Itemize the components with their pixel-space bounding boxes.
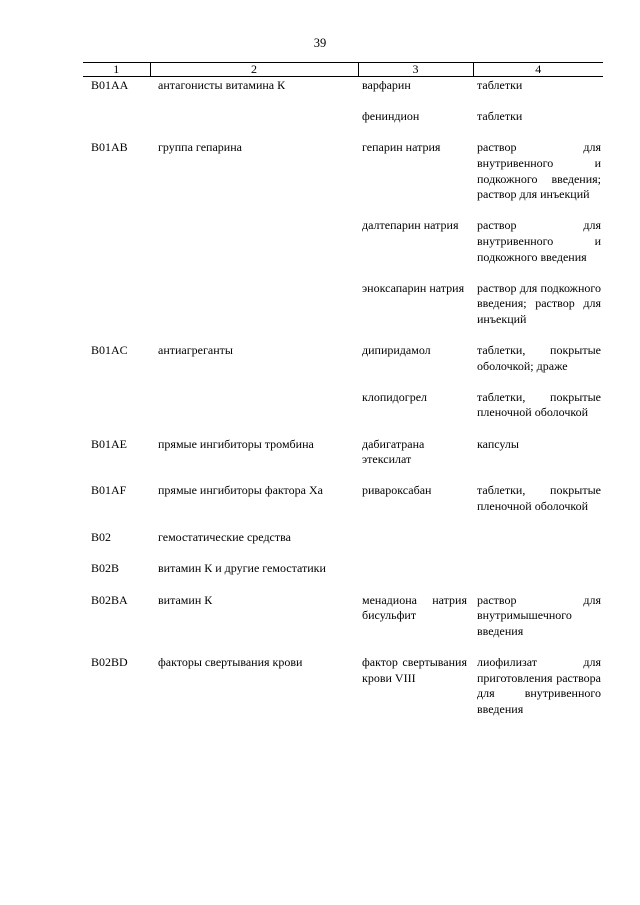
dosage-form bbox=[473, 561, 603, 592]
drug-name: варфарин bbox=[362, 78, 411, 92]
drug-table bbox=[83, 62, 603, 733]
atc-code: B01AE bbox=[91, 436, 127, 451]
dosage-form: раствор для внутривенного и подкожного введения bbox=[477, 218, 601, 264]
group-name bbox=[150, 390, 358, 437]
table-row bbox=[83, 530, 603, 561]
atc-code: B02BD bbox=[91, 654, 128, 669]
dosage-form: капсулы bbox=[477, 436, 519, 451]
group-name bbox=[150, 218, 358, 280]
drug-name: гепарин натрия bbox=[362, 140, 441, 155]
atc-code: B01AF bbox=[91, 483, 127, 498]
group-name: прямые ингибиторы фактора Ха bbox=[158, 483, 323, 498]
atc-code: B02 bbox=[91, 530, 112, 545]
table-row bbox=[83, 281, 603, 343]
table-header-row bbox=[83, 63, 603, 77]
dosage-form: лиофилизат для приготовления раствора для внутривенного введения bbox=[477, 654, 601, 716]
drug-name: ривароксабан bbox=[362, 483, 432, 498]
drug-name: клопидогрел bbox=[362, 389, 428, 404]
group-name bbox=[150, 281, 358, 343]
group-name: группа гепарина bbox=[158, 140, 242, 155]
dosage-form: таблетки bbox=[477, 109, 523, 124]
dosage-form: раствор для подкожного введения; раствор для инъекций bbox=[477, 280, 601, 326]
page-number: 39 bbox=[313, 36, 327, 50]
atc-code bbox=[83, 281, 150, 343]
atc-code bbox=[83, 390, 150, 437]
atc-code: B02BA bbox=[91, 592, 128, 607]
dosage-form: раствор для внутривенного и подкожного введения; раствор для инъекций bbox=[477, 140, 601, 202]
column-header-3: 3 bbox=[358, 63, 473, 77]
column-header-4: 4 bbox=[473, 63, 603, 77]
drug-name: фениндион bbox=[362, 109, 420, 124]
atc-code: B02B bbox=[91, 561, 120, 576]
group-name bbox=[150, 109, 358, 140]
table-row bbox=[83, 77, 603, 110]
dosage-form: раствор для внутримышечного введения bbox=[477, 592, 601, 638]
table-row bbox=[83, 218, 603, 280]
atc-code bbox=[83, 109, 150, 140]
table-row bbox=[83, 561, 603, 592]
table-row bbox=[83, 437, 603, 484]
drug-name: фактор свертывания крови VIII bbox=[362, 654, 467, 685]
dosage-form: таблетки, покрытые пленочной оболочкой bbox=[477, 483, 601, 514]
table-row bbox=[83, 343, 603, 390]
group-name: витамин К bbox=[158, 592, 213, 607]
table-row bbox=[83, 483, 603, 530]
dosage-form: таблетки, покрытые пленочной оболочкой bbox=[477, 389, 601, 420]
group-name: прямые ингибиторы тромбина bbox=[158, 436, 314, 451]
column-header-1: 1 bbox=[83, 63, 150, 77]
table-row bbox=[83, 109, 603, 140]
table-row bbox=[83, 593, 603, 655]
atc-code: B01AC bbox=[91, 343, 128, 358]
table-row bbox=[83, 140, 603, 218]
column-header-2: 2 bbox=[150, 63, 358, 77]
table-row bbox=[83, 655, 603, 733]
drug-name: дабигатрана этексилат bbox=[362, 436, 425, 467]
drug-name: дипиридамол bbox=[362, 343, 431, 358]
drug-name bbox=[358, 561, 473, 592]
group-name: факторы свертывания крови bbox=[158, 654, 303, 669]
group-name: витамин К и другие гемостатики bbox=[158, 561, 326, 576]
atc-code: B01AA bbox=[91, 78, 129, 92]
drug-name: менадиона натрия бисульфит bbox=[362, 592, 467, 623]
atc-code bbox=[83, 218, 150, 280]
dosage-form: таблетки, покрытые оболочкой; драже bbox=[477, 343, 601, 373]
table-row bbox=[83, 390, 603, 437]
drug-name bbox=[358, 530, 473, 561]
dosage-form: таблетки bbox=[477, 78, 523, 92]
drug-name: далтепарин натрия bbox=[362, 218, 459, 233]
group-name: гемостатические средства bbox=[158, 530, 291, 545]
drug-name: эноксапарин натрия bbox=[362, 280, 465, 295]
dosage-form bbox=[473, 530, 603, 561]
group-name: антагонисты витамина К bbox=[158, 78, 286, 92]
group-name: антиагреганты bbox=[158, 343, 233, 358]
atc-code: B01AB bbox=[91, 140, 128, 155]
